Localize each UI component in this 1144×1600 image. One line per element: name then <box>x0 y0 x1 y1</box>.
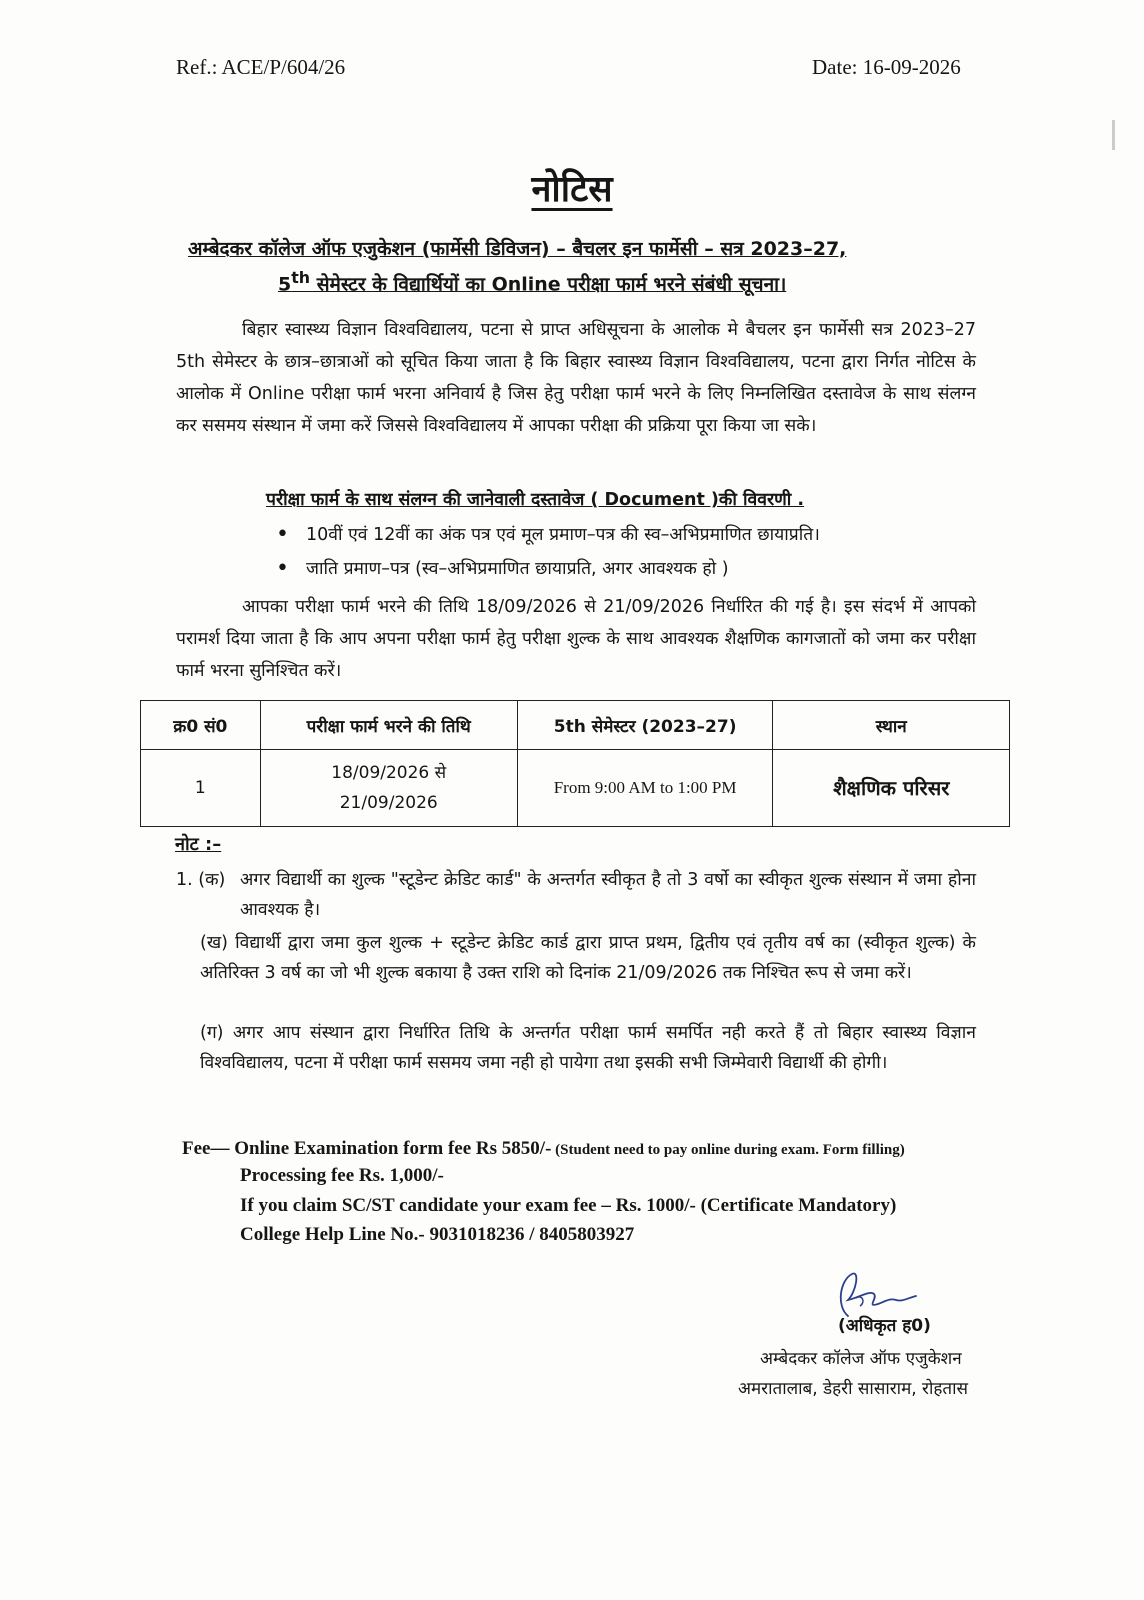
cell-venue: शैक्षणिक परिसर <box>773 750 1010 827</box>
fee-exam-text: Fee— Online Examination form fee Rs 5850/- <box>182 1138 552 1159</box>
page-edge-mark <box>1112 120 1115 150</box>
fee-line-processing: Processing fee Rs. 1,000/- <box>240 1165 444 1186</box>
documents-heading: परीक्षा फार्म के साथ संलग्न की जानेवाली दस्तावेज ( Document )की विवरणी . <box>266 490 805 510</box>
intro-paragraph: बिहार स्वास्थ्य विज्ञान विश्वविद्यालय, पटना से प्राप्त अधिसूचना के आलोक मे बैचलर इन फार्मेसी सत्र 2023–27 5th सेमेस्टर के छात्र–छात्राओं को सूचित किया जाता है कि बिहार स्वास्थ्य विज्ञान विश्वविद्यालय, पटना द्वारा निर्गत नोटिस के आलोक में Online परीक्षा फार्म भरना अनिवार्य है जिस हेतु परीक्षा फार्म भरने के लिए निम्नलिखित दस्तावेज के साथ संलग्न कर ससमय संस्थान में जमा करें जिससे विश्वविद्यालय में आपका परीक्षा की प्रक्रिया पूरा किया जा सके। <box>176 320 976 436</box>
subtitle-semester: 5 <box>278 273 292 296</box>
schedule-table <box>140 700 1010 827</box>
header-semester: 5th सेमेस्टर (2023–27) <box>517 701 773 750</box>
header-serial: क्र0 सं0 <box>141 701 261 750</box>
subtitle-semester-suffix: th <box>291 268 311 287</box>
note-item-3: (ग) अगर आप संस्थान द्वारा निर्धारित तिथि के अन्तर्गत परीक्षा फार्म समर्पित नही करते हैं तो बिहार स्वास्थ्य विज्ञान विश्वविद्यालय, पटना में परीक्षा फार्म ससमय जमा नही हो पायेगा तथा इसकी सभी जिम्मेवारी विद्यार्थी की होगी। <box>200 1023 976 1073</box>
table-header-row <box>141 701 1010 750</box>
subtitle-line-2-text: सेमेस्टर के विद्यार्थियों का Online परीक्षा फार्म भरने संबंधी सूचना। <box>310 273 787 296</box>
note-item-1-text: अगर विद्यार्थी का शुल्क "स्टूडेन्ट क्रेडिट कार्ड" के अन्तर्गत स्वीकृत है तो 3 वर्षो का स्वीकृत शुल्क संस्थान में जमा होना आवश्यक है। <box>240 870 976 920</box>
fee-line-scst: If you claim SC/ST candidate your exam fee – Rs. 1000/- (Certificate Mandatory) <box>240 1195 897 1216</box>
note-item-1-marker: 1. (क) <box>176 870 226 890</box>
header-venue: स्थान <box>773 701 1010 750</box>
notice-title <box>0 163 1144 212</box>
date-paragraph: आपका परीक्षा फार्म भरने की तिथि 18/09/2026 से 21/09/2026 निर्धारित की गई है। इस संदर्भ में आपको परामर्श दिया जाता है कि आप अपना परीक्षा फार्म हेतु परीक्षा शुल्क के साथ आवश्यक शैक्षणिक कागजातों को जमा कर परीक्षा फार्म भरना सुनिश्चित करें। <box>176 597 976 681</box>
cell-date-from: 18/09/2026 से <box>331 763 447 783</box>
cell-date-to: 21/09/2026 <box>339 793 438 813</box>
notice-date: Date: 16-09-2026 <box>812 55 961 79</box>
table-row <box>141 750 1010 827</box>
note-item-1 <box>176 865 976 925</box>
subtitle-line-1: अम्बेदकर कॉलेज ऑफ एजुकेशन (फार्मेसी डिविजन) – बैचलर इन फार्मेसी – सत्र 2023–27, <box>188 238 847 260</box>
subtitle-line-2 <box>278 268 786 296</box>
helpline-numbers: College Help Line No.- 9031018236 / 8405803927 <box>240 1224 635 1245</box>
college-address: अमरातालाब, डेहरी सासाराम, रोहतास <box>738 1379 969 1399</box>
reference-number: Ref.: ACE/P/604/26 <box>176 55 346 79</box>
documents-list <box>276 518 820 586</box>
signatory-designation: (अधिकृत ह0) <box>838 1316 931 1336</box>
note-item-2: (ख) विद्यार्थी द्वारा जमा कुल शुल्क + स्टूडेन्ट क्रेडिट कार्ड द्वारा प्राप्त प्रथम, द्वितीय एवं तृतीय वर्ष का (स्वीकृत शुल्क) के अतिरिक्त 3 वर्ष का जो भी शुल्क बकाया है उक्त राशि को दिनांक 21/09/2026 तक निश्चित रूप से जमा करें। <box>200 933 976 983</box>
fee-line-exam <box>182 1138 905 1160</box>
cell-serial: 1 <box>141 750 261 827</box>
fee-exam-note: (Student need to pay online during exam. Form filling) <box>551 1142 905 1158</box>
document-item: • जाति प्रमाण–पत्र (स्व–अभिप्रमाणित छायाप्रति, अगर आवश्यक हो ) <box>276 552 820 586</box>
document-item: • 10वीं एवं 12वीं का अंक पत्र एवं मूल प्रमाण–पत्र की स्व–अभिप्रमाणित छायाप्रति। <box>276 518 820 552</box>
header-form-date: परीक्षा फार्म भरने की तिथि <box>260 701 517 750</box>
cell-time: From 9:00 AM to 1:00 PM <box>517 750 773 827</box>
college-name: अम्बेदकर कॉलेज ऑफ एजुकेशन <box>760 1349 962 1369</box>
cell-form-date <box>260 750 517 827</box>
notes-label: नोट :– <box>175 834 222 855</box>
notice-title-text: नोटिस <box>531 169 613 210</box>
